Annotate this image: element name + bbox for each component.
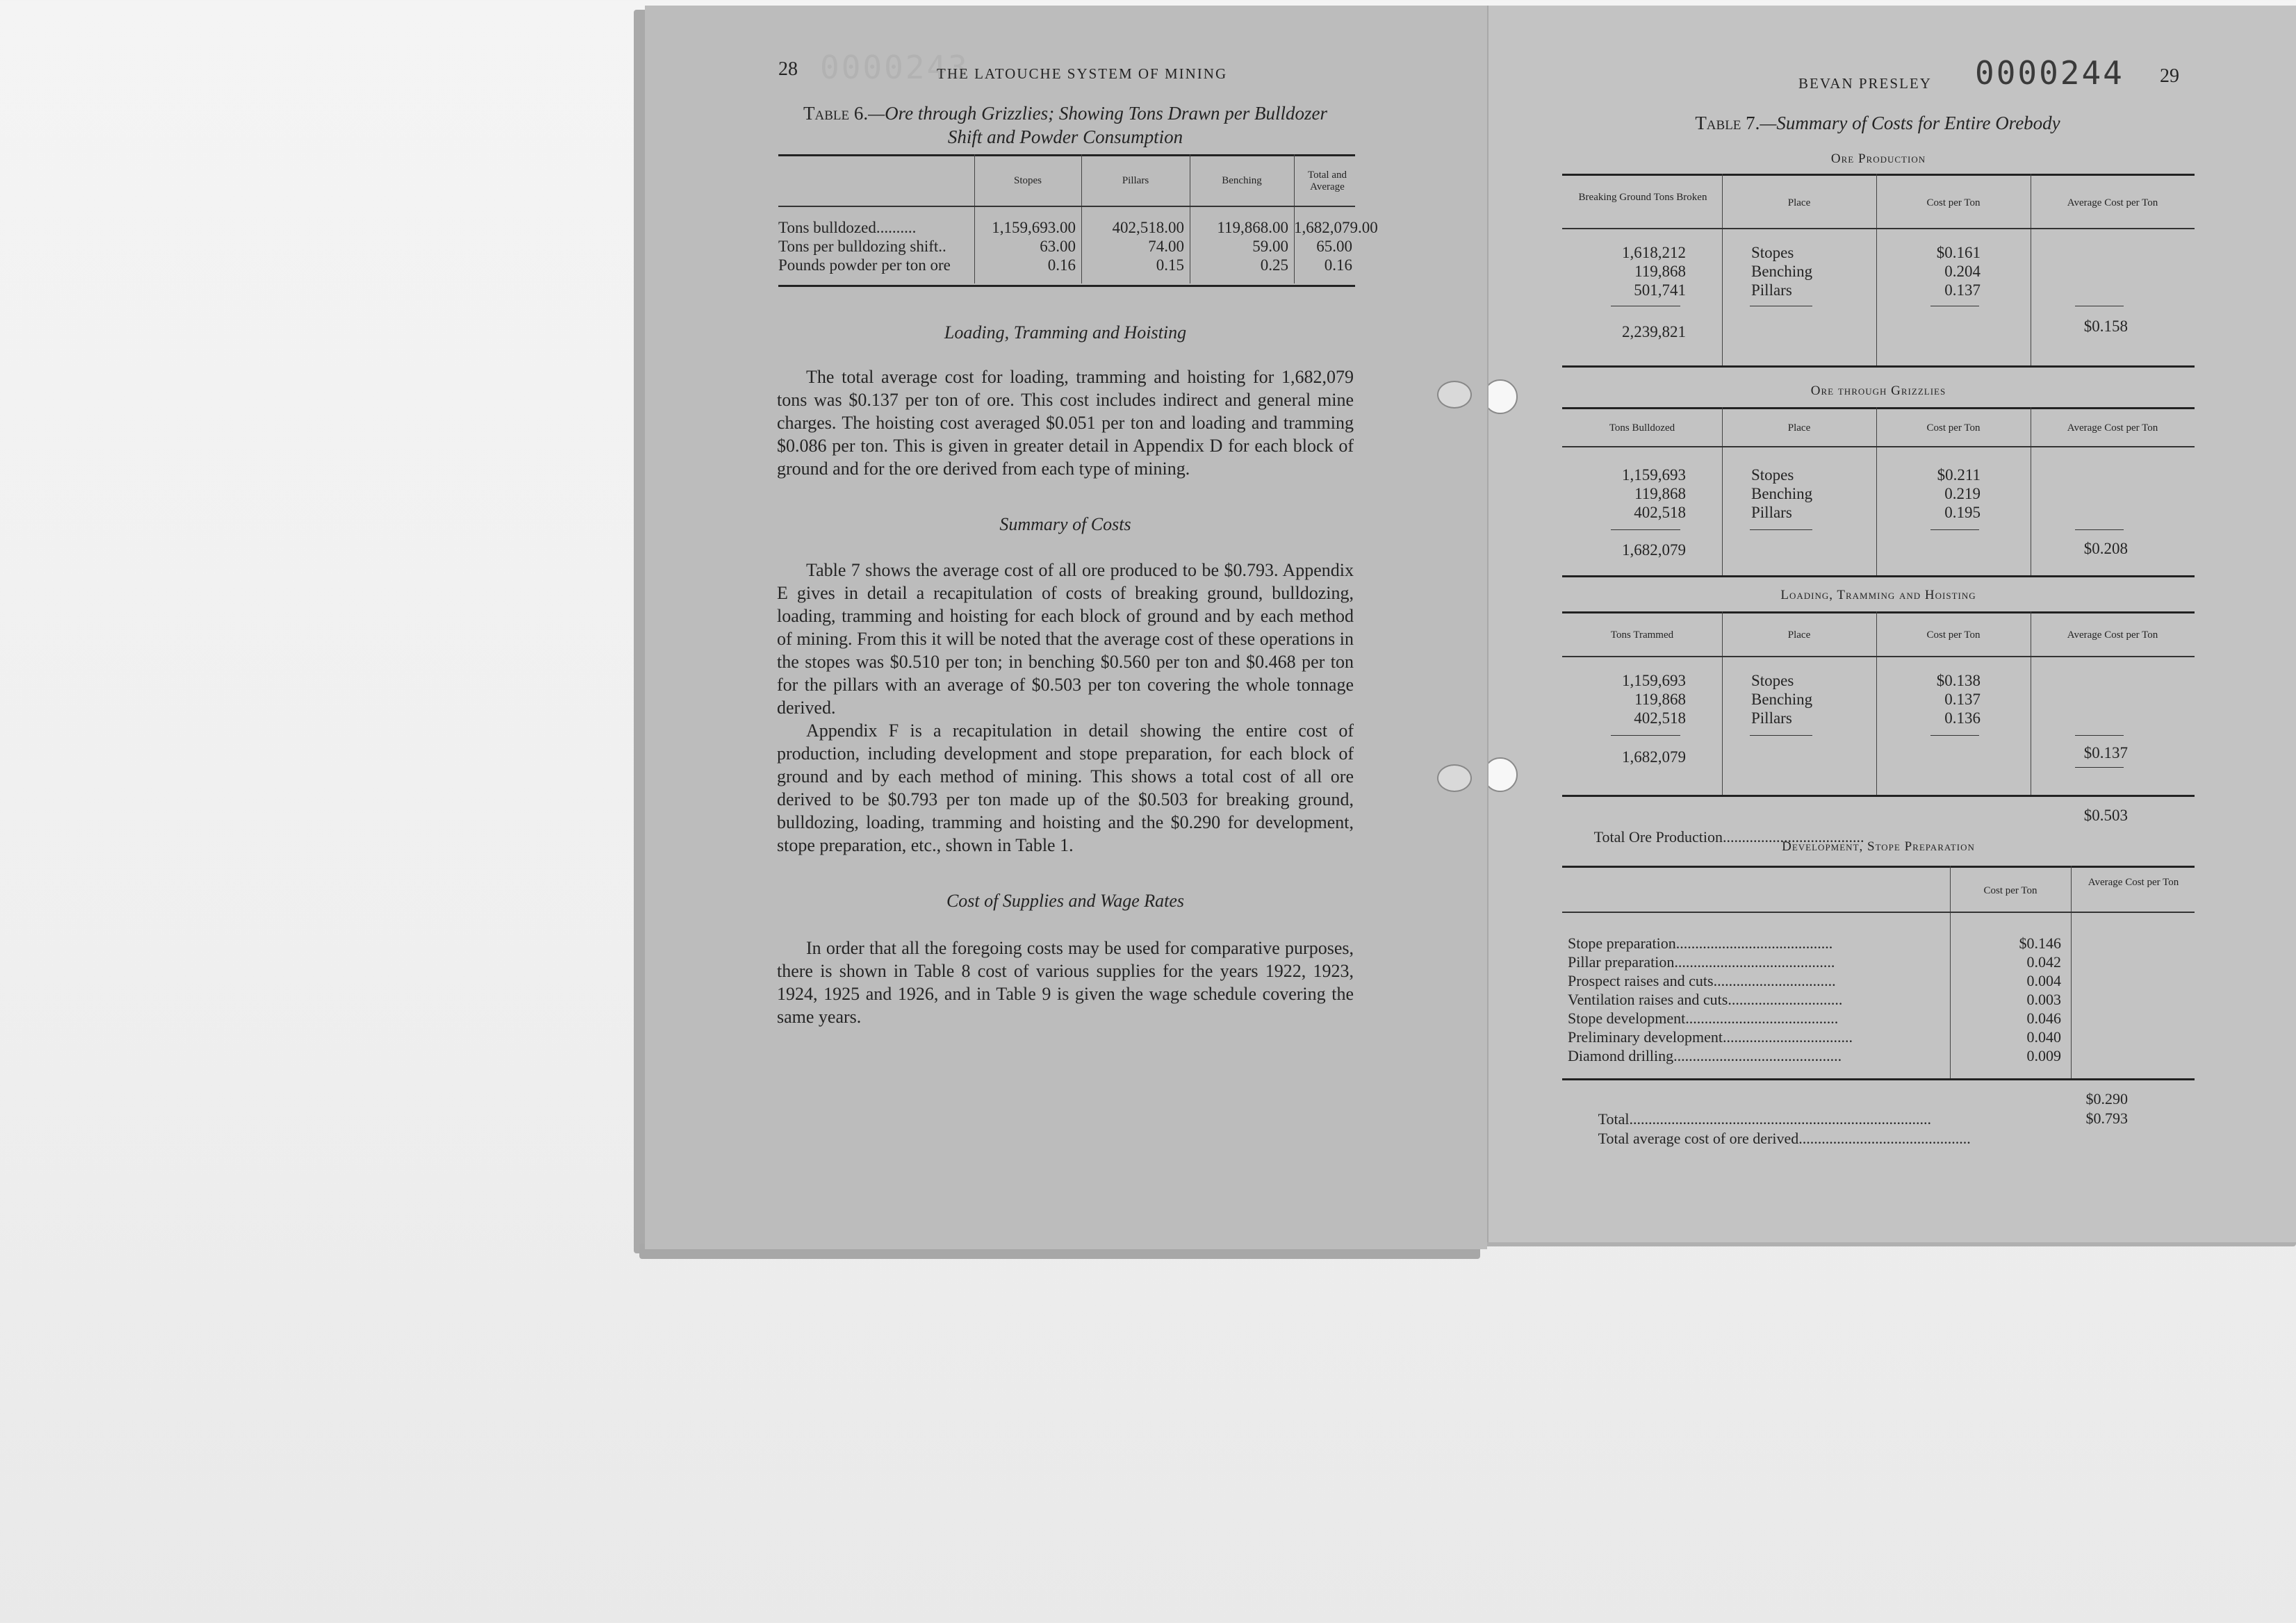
grizzlies-title: Ore through Grizzlies — [1810, 384, 1946, 398]
cost-cell: 0.046 — [2026, 1010, 2061, 1027]
table6-caption-line1: —Ore through Grizzlies; Showing Tons Drawn per Bulldozer — [868, 103, 1327, 124]
total-ore-production-value: $0.503 — [2083, 807, 2128, 824]
stamp-number: 0000244 — [1975, 54, 2124, 92]
grizzlies-table — [1562, 407, 2195, 577]
section-title-loading: Loading, Tramming and Hoisting — [944, 322, 1187, 343]
section-body-supplies — [777, 937, 1354, 1028]
section-title-summary: Summary of Costs — [999, 514, 1131, 534]
tons-cell: 402,518 — [1634, 504, 1686, 521]
cost-cell: $0.211 — [1937, 466, 1981, 484]
tons-cell: 119,868 — [1634, 691, 1686, 708]
table6-label: Table 6. — [803, 103, 869, 124]
header-place: Place — [1787, 422, 1811, 434]
tons-cell: 1,159,693 — [1622, 466, 1686, 484]
cost-cell: 0.042 — [2026, 953, 2061, 971]
cost-cell: 0.195 — [1944, 504, 1981, 521]
header-cost-per-ton: Cost per Ton — [1926, 629, 1981, 641]
place-cell: Pillars — [1751, 504, 1792, 521]
grand-total-value: $0.793 — [2085, 1110, 2128, 1127]
cost-cell: 0.009 — [2026, 1047, 2061, 1064]
table6-cell: 1,682,079.00 — [1294, 219, 1378, 236]
binding-hole — [1487, 379, 1518, 414]
development-costs — [1957, 934, 2061, 1065]
place-cell: Benching — [1751, 691, 1813, 708]
place-cell: Pillars — [1751, 281, 1792, 299]
tons-cell: 1,618,212 — [1622, 244, 1686, 261]
page-number-right: 29 — [2160, 65, 2179, 87]
development-title: Development, Stope Preparation — [1782, 839, 1975, 854]
tons-cell: 501,741 — [1634, 281, 1686, 299]
list-item: Stope preparation......................................... — [1568, 934, 1833, 952]
running-head-right: BEVAN PRESLEY — [1798, 75, 1932, 92]
cost-cell: $0.146 — [2019, 934, 2061, 952]
header-average-cost: Average Cost per Ton — [2067, 197, 2158, 208]
table7-caption-text: —Summary of Costs for Entire Orebody — [1760, 113, 2060, 133]
tons-cell: 119,868 — [1634, 485, 1686, 502]
loading-title: Loading, Tramming and Hoisting — [1780, 588, 1976, 602]
place-cell: Stopes — [1751, 466, 1794, 484]
table6-cell: 119,868.00 — [1217, 219, 1288, 236]
average-cost-value: $0.158 — [2083, 318, 2128, 335]
list-item: Pillar preparation.......................................... — [1568, 953, 1835, 971]
list-item: Stope development........................................ — [1568, 1010, 1839, 1027]
table6-caption — [777, 101, 1354, 149]
table6-cell: 1,159,693.00 — [992, 219, 1076, 236]
cost-cell: 0.040 — [2026, 1028, 2061, 1046]
table6-col-total: Total and Average — [1307, 170, 1347, 192]
total-tons: 1,682,079 — [1622, 541, 1686, 559]
table6-caption-line2: Shift and Powder Consumption — [947, 126, 1183, 147]
table6-cell: 402,518.00 — [1112, 219, 1184, 236]
average-cost-value: $0.137 — [2083, 744, 2128, 761]
development-total-label: Total............................................................................... — [1598, 1110, 1932, 1128]
development-rows — [1568, 934, 1957, 1065]
left-page — [645, 6, 1487, 1249]
running-head-left: THE LATOUCHE SYSTEM OF MINING — [937, 65, 1228, 82]
table6-row-label: Tons bulldozed.......... — [778, 219, 917, 236]
total-tons: 1,682,079 — [1622, 748, 1686, 766]
binding-hole — [1437, 381, 1472, 409]
cost-cell: $0.161 — [1936, 244, 1981, 261]
cost-cell: 0.137 — [1944, 691, 1981, 708]
table7-caption — [1565, 111, 2190, 135]
table6-cell: 0.15 — [1156, 256, 1184, 274]
right-page — [1487, 6, 2296, 1242]
table6-col-stopes: Stopes — [1013, 175, 1042, 186]
header-tons-broken: Breaking Ground Tons Broken — [1578, 192, 1707, 203]
ore-production-table — [1562, 174, 2195, 367]
place-cell: Stopes — [1751, 244, 1794, 261]
paragraph: The total average cost for loading, tramming and hoisting for 1,682,079 tons was $0.137 per ton of ore. This cost includes indirect and general mine charges. The hoisting cost averaged $0.051 per ton and loading and tramming $0.086 per ton. This is given in greater detail in Appendix D for each block of ground and for the ore derived from each type of mining. — [777, 367, 1354, 479]
total-ore-production-label: Total Ore Production..................................... — [1593, 828, 1864, 846]
cost-cell: 0.204 — [1944, 263, 1981, 280]
header-cost-per-ton: Cost per Ton — [1983, 885, 2037, 896]
header-tons-trammed: Tons Trammed — [1610, 629, 1674, 641]
section-body-loading — [777, 365, 1354, 480]
section-body-summary — [777, 559, 1354, 857]
paragraph: Appendix F is a recapitulation in detail showing the entire cost of production, including development and stope preparation, for each block of ground and by each method of mining. This shows a total cost of all ore derived to be $0.793 per ton made up of the $0.503 for breaking ground, bulldozing, loading, tramming and hoisting and the $0.290 for development, stope preparation, etc., shown in Table 1. — [777, 720, 1354, 855]
average-cost-value: $0.208 — [2083, 540, 2128, 557]
table6-cell: 65.00 — [1316, 238, 1352, 255]
table6-cell: 63.00 — [1040, 238, 1076, 255]
paragraph: Table 7 shows the average cost of all ore produced to be $0.793. Appendix E gives in detail a recapitulation of costs of breaking ground, bulldozing, loading, tramming and hoisting for each block of ground and by each method of mining. From this it will be noted that the average cost of these operations in the stopes was $0.510 per ton; in benching $0.560 per ton and $0.468 per ton for the pillars with an average of $0.503 per ton covering the whole tonnage derived. — [777, 560, 1354, 718]
total-tons: 2,239,821 — [1622, 323, 1686, 340]
table6 — [778, 154, 1378, 293]
table6-col-pillars: Pillars — [1122, 175, 1149, 186]
ghost-stamp-left: 0000243 — [820, 49, 969, 86]
binding-hole — [1437, 764, 1472, 792]
place-cell: Benching — [1751, 485, 1813, 502]
place-cell: Pillars — [1751, 709, 1792, 727]
header-cost-per-ton: Cost per Ton — [1926, 422, 1981, 434]
header-average-cost: Average Cost per Ton — [2067, 422, 2158, 434]
ore-production-title: Ore Production — [1830, 151, 1926, 166]
table6-row-label: Tons per bulldozing shift.. — [778, 238, 946, 255]
page-number-left: 28 — [778, 58, 798, 80]
table6-col-benching: Benching — [1222, 175, 1262, 186]
header-average-cost: Average Cost per Ton — [2088, 877, 2179, 888]
header-tons-bulldozed: Tons Bulldozed — [1609, 422, 1675, 434]
tons-cell: 119,868 — [1634, 263, 1686, 280]
grand-total-label: Total average cost of ore derived............................................. — [1598, 1130, 1971, 1147]
header-place: Place — [1787, 197, 1811, 208]
development-total-value: $0.290 — [2085, 1090, 2128, 1107]
list-item: Diamond drilling............................................ — [1568, 1047, 1842, 1064]
table6-cell: 59.00 — [1252, 238, 1288, 255]
table6-cell: 0.25 — [1260, 256, 1288, 274]
section-title-supplies: Cost of Supplies and Wage Rates — [946, 891, 1185, 911]
cost-cell: 0.136 — [1944, 709, 1981, 727]
paragraph: In order that all the foregoing costs may be used for comparative purposes, there is shown in Table 8 cost of various supplies for the years 1922, 1923, 1924, 1925 and 1926, and in Table 9 is given the wage schedule covering the same years. — [777, 938, 1354, 1027]
cost-cell: 0.004 — [2026, 972, 2061, 989]
tons-cell: 402,518 — [1634, 709, 1686, 727]
cost-cell: $0.138 — [1936, 672, 1981, 689]
place-cell: Benching — [1751, 263, 1813, 280]
tons-cell: 1,159,693 — [1622, 672, 1686, 689]
table6-cell: 74.00 — [1148, 238, 1184, 255]
header-cost-per-ton: Cost per Ton — [1926, 197, 1981, 208]
list-item: Ventilation raises and cuts.............................. — [1568, 991, 1843, 1008]
cost-cell: 0.003 — [2026, 991, 2061, 1008]
header-average-cost: Average Cost per Ton — [2067, 629, 2158, 641]
cost-cell: 0.219 — [1944, 485, 1981, 502]
binding-hole — [1487, 757, 1518, 792]
table6-cell: 0.16 — [1047, 256, 1076, 274]
list-item: Prospect raises and cuts................................ — [1568, 972, 1836, 989]
loading-table — [1562, 611, 2195, 796]
place-cell: Stopes — [1751, 672, 1794, 689]
header-place: Place — [1787, 629, 1811, 641]
cost-cell: 0.137 — [1944, 281, 1981, 299]
table7-label: Table 7. — [1695, 113, 1760, 133]
table6-cell: 0.16 — [1324, 256, 1352, 274]
table6-row-label: Pounds powder per ton ore — [778, 256, 951, 274]
list-item: Preliminary development.................................. — [1568, 1028, 1853, 1046]
